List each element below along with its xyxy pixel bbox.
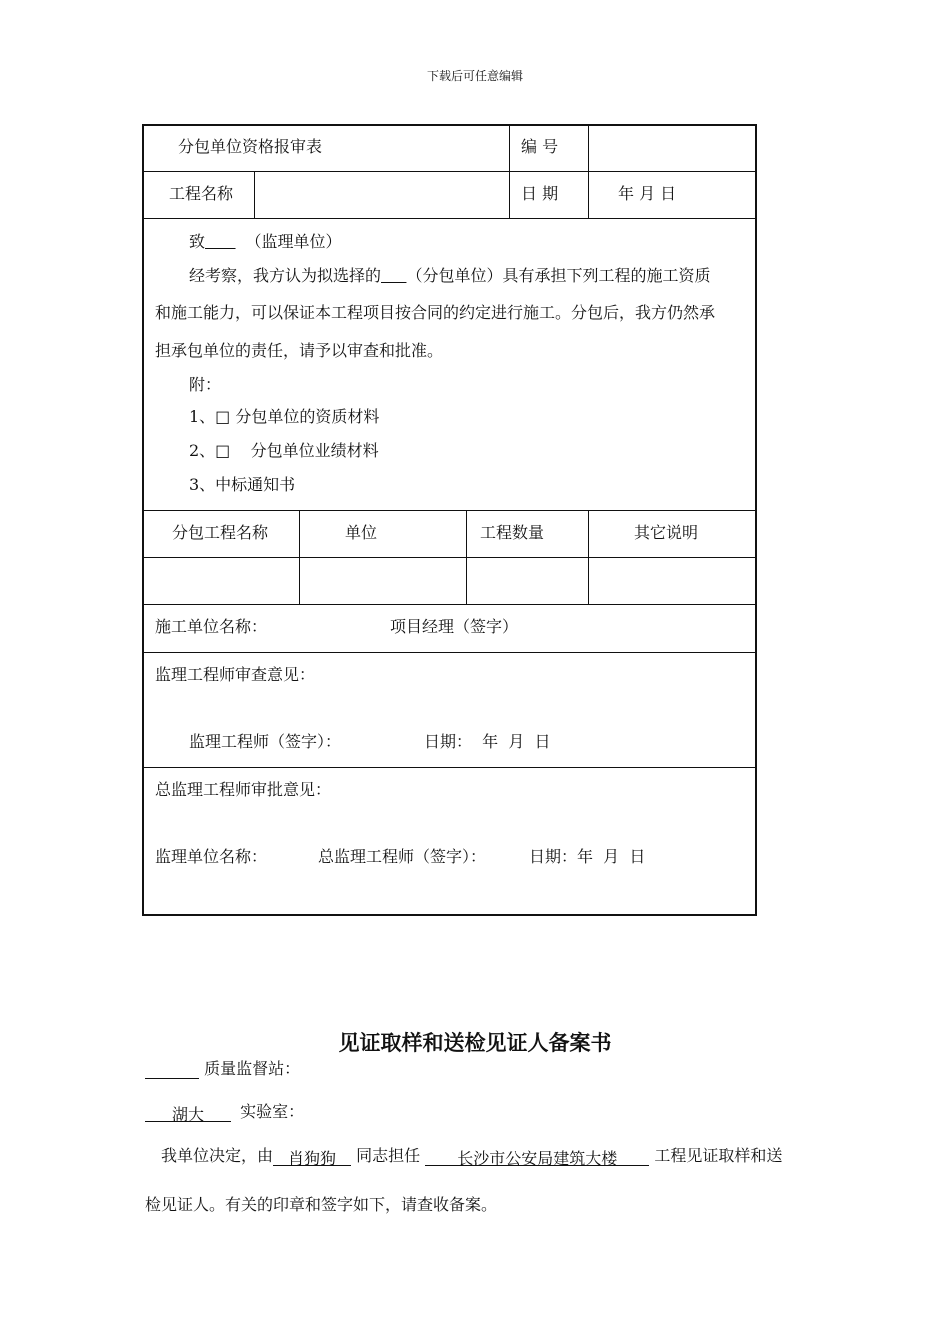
to-line: [189, 229, 342, 252]
col-divider: [254, 172, 255, 219]
col-divider: [588, 511, 589, 605]
col-header: 其它说明: [634, 523, 699, 542]
body-line-3: 担承包单位的责任，请予以审查和批准。: [155, 341, 444, 360]
col-header: 分包工程名称: [172, 523, 269, 542]
chief-sign-label: 总监理工程师（签字）：: [318, 847, 487, 866]
engineer-date-label: 日期： 年 月 日: [424, 732, 551, 751]
row-divider: [143, 604, 757, 605]
decision-line: [161, 1143, 782, 1166]
lab-label: 实验室：: [240, 1102, 305, 1121]
document-title: 见证取样和送检见证人备案书: [338, 1030, 612, 1055]
to-prefix: 致: [189, 232, 206, 251]
chief-date-label: 日期：年 月 日: [529, 847, 646, 866]
body-line-1: [189, 263, 710, 286]
row-divider: [143, 652, 757, 653]
engineer-sign-label: 监理工程师（签字）：: [189, 732, 342, 751]
col-header: 单位: [345, 523, 378, 542]
body-blank: [381, 266, 406, 285]
col-divider: [299, 511, 300, 605]
header-note: 下载后可任意编辑: [426, 69, 523, 83]
attachment-item: 3、中标通知书: [189, 475, 296, 494]
row-divider: [143, 218, 757, 219]
form-title: 分包单位资格报审表: [178, 137, 323, 156]
engineer-opinion-label: 监理工程师审查意见：: [155, 665, 316, 684]
body-line1-rest: （分包单位）具有承担下列工程的施工资质: [406, 266, 711, 285]
decide-middle: 同志担任: [356, 1146, 421, 1165]
col-header: 工程数量: [480, 523, 545, 542]
station-blank: [145, 1059, 199, 1079]
col-divider: [466, 511, 467, 605]
row-divider: [143, 767, 757, 768]
supervisor-unit-label: 监理单位名称：: [155, 847, 268, 866]
chief-opinion-label: 总监理工程师审批意见：: [155, 780, 332, 799]
decision-line-2: 检见证人。有关的印章和签字如下，请查收备案。: [145, 1195, 498, 1214]
attachment-item: 1、□ 分包单位的资质材料: [189, 407, 380, 426]
to-suffix: （监理单位）: [245, 232, 342, 251]
number-label: 编 号: [521, 137, 559, 156]
lab-name: 湖大: [145, 1102, 231, 1122]
body-line-2: 和施工能力，可以保证本工程项目按合同的约定进行施工。分包后，我方仍然承: [155, 303, 716, 322]
project-name: 长沙市公安局建筑大楼: [425, 1146, 649, 1166]
date-label: 日 期: [521, 184, 559, 203]
to-blank: [205, 232, 236, 251]
pm-sign-label: 项目经理（签字）: [390, 617, 519, 636]
station-line: [145, 1056, 300, 1079]
decide-prefix: 我单位决定，由: [161, 1146, 274, 1165]
row-divider: [143, 510, 757, 511]
date-value: 年 月 日: [618, 184, 677, 203]
body-prefix: 经考察，我方认为拟选择的: [189, 266, 382, 285]
decide-suffix: 工程见证取样和送: [654, 1146, 783, 1165]
contractor-name-label: 施工单位名称：: [155, 617, 268, 636]
lab-line: [145, 1099, 304, 1122]
col-divider: [588, 125, 589, 219]
person-name: 肖狗狗: [273, 1146, 351, 1166]
project-name-label: 工程名称: [169, 184, 234, 203]
row-divider: [143, 557, 757, 558]
row-divider: [143, 171, 757, 172]
col-divider: [509, 125, 510, 219]
station-label: 质量监督站：: [204, 1059, 301, 1078]
attachment-item: 2、□ 分包单位业绩材料: [189, 441, 379, 460]
attach-label: 附：: [189, 375, 222, 394]
